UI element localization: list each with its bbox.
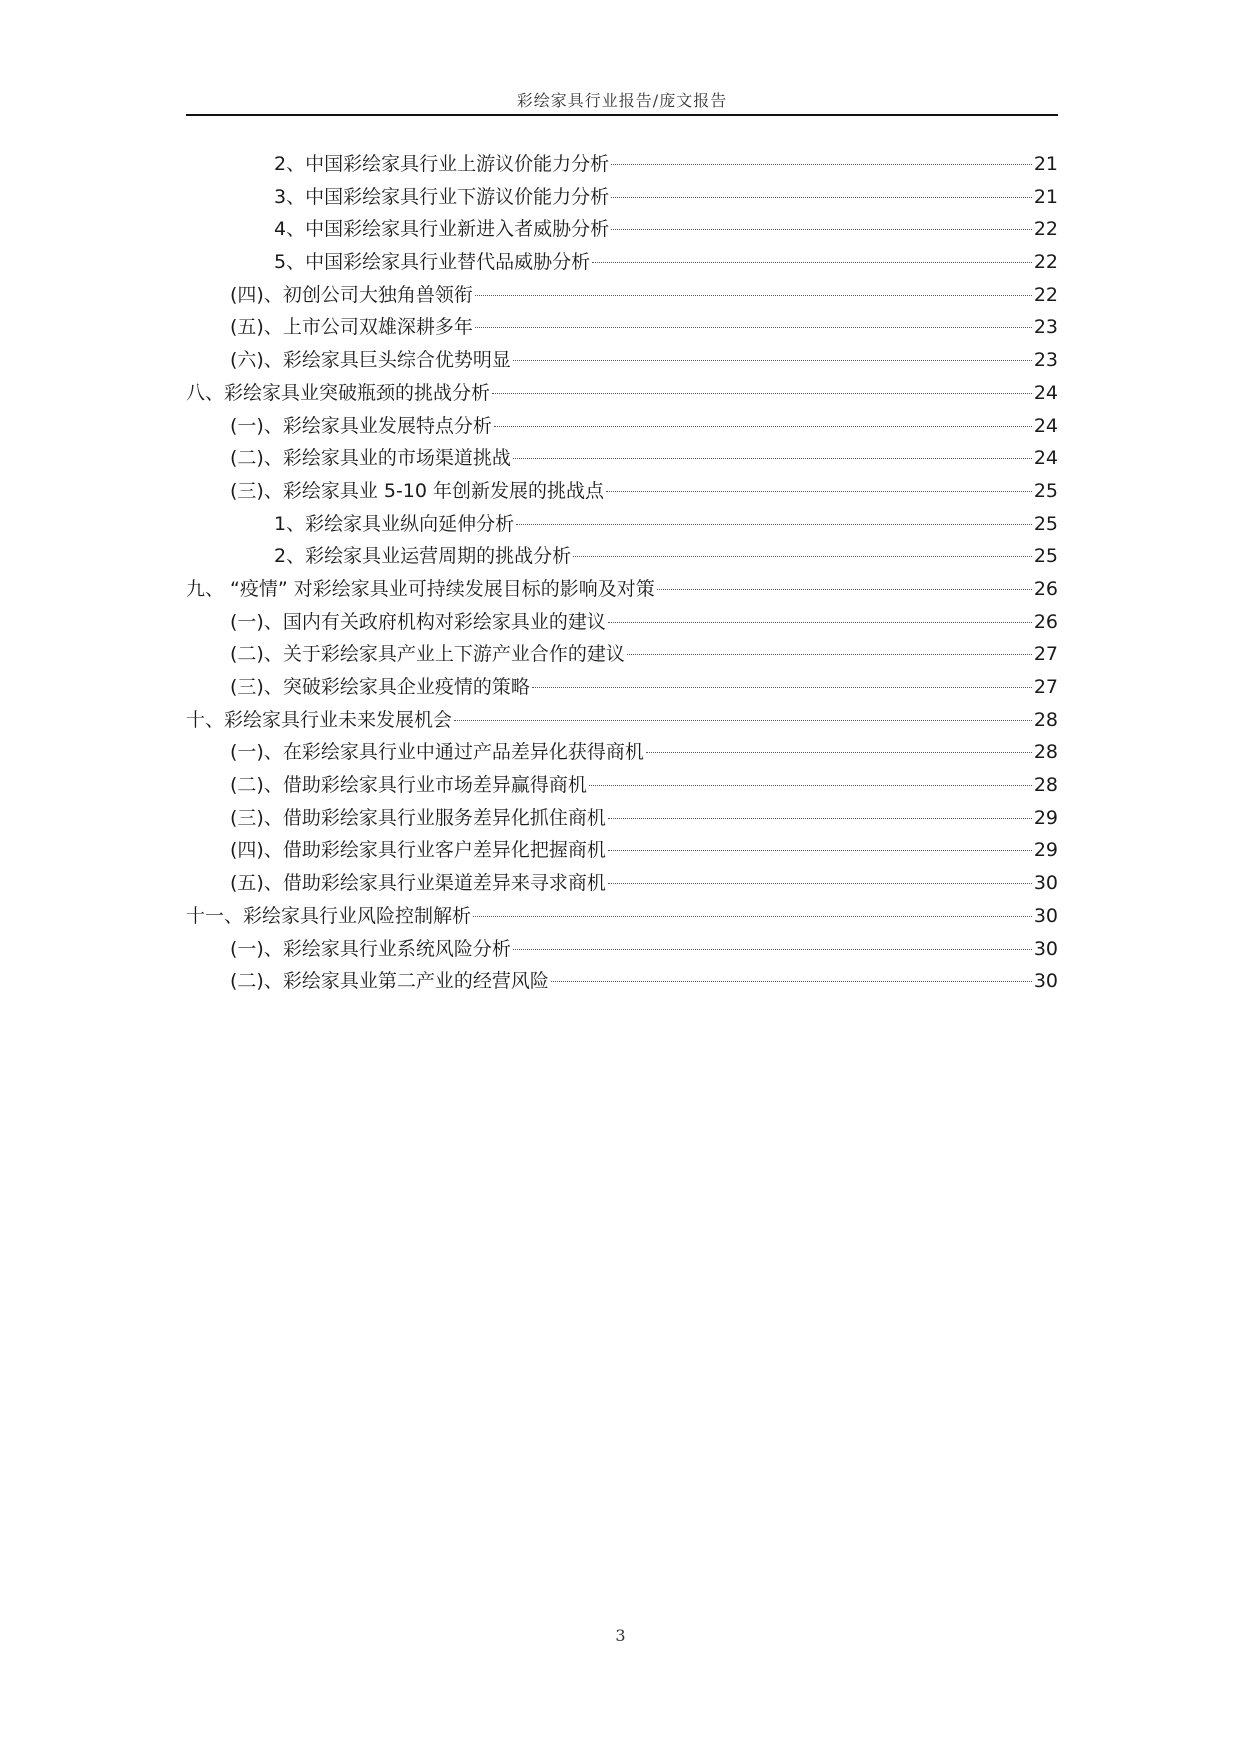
toc-entry[interactable] [186,834,1058,867]
toc-dot-leader [473,916,1032,917]
toc-entry[interactable] [186,965,1058,998]
toc-entry-title: (一)、彩绘家具业发展特点分析 [230,414,492,437]
toc-entry-title: (四)、初创公司大独角兽领衔 [230,283,473,306]
toc-entry-title: (二)、关于彩绘家具产业上下游产业合作的建议 [230,643,625,666]
toc-entry[interactable] [186,638,1058,671]
toc-entry-title: 1、彩绘家具业纵向延伸分析 [274,512,515,535]
toc-dot-leader [492,393,1032,394]
toc-entry-title: (二)、借助彩绘家具行业市场差异赢得商机 [230,774,587,797]
toc-entry-page: 30 [1033,937,1058,960]
toc-entry[interactable] [186,344,1058,377]
toc-entry-page: 25 [1033,479,1058,502]
toc-entry-title: (四)、借助彩绘家具行业客户差异化把握商机 [230,839,606,862]
toc-entry[interactable] [186,573,1058,606]
toc-entry[interactable] [186,671,1058,704]
toc-entry-title: 3、中国彩绘家具行业下游议价能力分析 [274,185,610,208]
toc-entry-page: 26 [1033,577,1058,600]
toc-dot-leader [608,850,1032,851]
toc-dot-leader [608,818,1032,819]
toc-entry[interactable] [186,475,1058,508]
toc-entry-page: 21 [1033,185,1058,208]
toc-dot-leader [454,720,1032,721]
toc-entry-page: 27 [1033,676,1058,698]
toc-entry-page: 22 [1033,283,1058,306]
toc-dot-leader [532,687,1032,688]
toc-dot-leader [592,262,1032,263]
toc-entry[interactable] [186,606,1058,639]
toc-entry-page: 29 [1033,839,1058,862]
toc-entry[interactable] [186,769,1058,802]
toc-entry-title: (六)、彩绘家具巨头综合优势明显 [230,349,511,372]
toc-entry[interactable] [186,802,1058,835]
toc-dot-leader [516,524,1032,525]
table-of-contents [186,148,1058,998]
toc-entry-title: 5、中国彩绘家具行业替代品威胁分析 [274,251,591,274]
toc-dot-leader [513,949,1032,950]
toc-dot-leader [589,785,1032,786]
toc-dot-leader [475,327,1032,328]
toc-entry[interactable] [186,148,1058,181]
toc-dot-leader [606,491,1032,492]
toc-dot-leader [494,426,1032,427]
toc-entry[interactable] [186,410,1058,443]
toc-entry-page: 28 [1033,774,1058,797]
toc-entry[interactable] [186,933,1058,966]
toc-entry-page: 23 [1033,349,1058,372]
toc-entry-page: 25 [1033,545,1058,568]
toc-dot-leader [513,360,1032,361]
toc-entry[interactable] [186,279,1058,312]
toc-entry[interactable] [186,442,1058,475]
toc-entry-title: (五)、借助彩绘家具行业渠道差异来寻求商机 [230,872,606,895]
toc-entry[interactable] [186,311,1058,344]
toc-entry-page: 30 [1033,872,1058,895]
toc-entry-page: 24 [1033,414,1058,437]
toc-entry-title: 十一、彩绘家具行业风险控制解析 [186,904,472,927]
toc-dot-leader [513,458,1032,459]
toc-entry-page: 28 [1033,708,1058,731]
toc-dot-leader [611,229,1032,230]
toc-entry-page: 28 [1033,741,1058,764]
toc-entry-page: 27 [1033,643,1058,666]
toc-entry[interactable] [186,246,1058,279]
toc-entry-title: (一)、国内有关政府机构对彩绘家具业的建议 [230,610,606,633]
toc-entry[interactable] [186,213,1058,246]
toc-entry-title: 2、彩绘家具业运营周期的挑战分析 [274,545,572,568]
toc-dot-leader [573,556,1032,557]
toc-entry[interactable] [186,508,1058,541]
toc-dot-leader [611,197,1032,198]
page-number: 3 [615,1626,626,1645]
toc-entry-title: (三)、彩绘家具业 5-10 年创新发展的挑战点 [230,479,605,502]
toc-entry[interactable] [186,867,1058,900]
toc-entry[interactable] [186,704,1058,737]
toc-dot-leader [627,654,1032,655]
toc-entry-title: (一)、彩绘家具行业系统风险分析 [230,937,511,960]
toc-entry[interactable] [186,540,1058,573]
toc-entry-page: 26 [1033,610,1058,633]
toc-entry-page: 30 [1033,904,1058,927]
toc-entry[interactable] [186,736,1058,769]
toc-dot-leader [611,164,1032,165]
toc-entry-title: (二)、彩绘家具业第二产业的经营风险 [230,970,549,993]
toc-dot-leader [646,752,1032,753]
toc-entry-title: 4、中国彩绘家具行业新进入者威胁分析 [274,218,610,241]
toc-entry-title: (三)、借助彩绘家具行业服务差异化抓住商机 [230,806,606,829]
toc-dot-leader [475,295,1032,296]
toc-entry-page: 29 [1033,806,1058,829]
toc-entry-page: 23 [1033,316,1058,339]
toc-entry-page: 25 [1033,512,1058,535]
toc-dot-leader [551,981,1032,982]
running-header: 彩绘家具行业报告/庞文报告 [516,91,728,110]
toc-entry-title: (五)、上市公司双雄深耕多年 [230,316,473,339]
toc-entry-page: 22 [1033,218,1058,241]
toc-entry[interactable] [186,377,1058,410]
toc-dot-leader [608,883,1032,884]
toc-entry[interactable] [186,900,1058,933]
header-divider [186,114,1058,116]
toc-entry-page: 24 [1033,447,1058,470]
toc-entry-title: (三)、突破彩绘家具企业疫情的策略 [230,676,530,698]
toc-entry-page: 24 [1033,381,1058,404]
toc-entry-title: (二)、彩绘家具业的市场渠道挑战 [230,447,511,470]
toc-entry-title: 九、 “疫情” 对彩绘家具业可持续发展目标的影响及对策 [186,577,655,600]
toc-dot-leader [657,589,1032,590]
toc-entry-title: 2、中国彩绘家具行业上游议价能力分析 [274,153,610,175]
toc-entry[interactable] [186,181,1058,214]
toc-dot-leader [608,622,1032,623]
toc-entry-page: 21 [1033,153,1058,175]
toc-entry-title: (一)、在彩绘家具行业中通过产品差异化获得商机 [230,741,644,764]
toc-entry-page: 22 [1033,251,1058,274]
toc-entry-title: 八、彩绘家具业突破瓶颈的挑战分析 [186,381,491,404]
toc-entry-page: 30 [1033,970,1058,993]
toc-entry-title: 十、彩绘家具行业未来发展机会 [186,708,453,731]
